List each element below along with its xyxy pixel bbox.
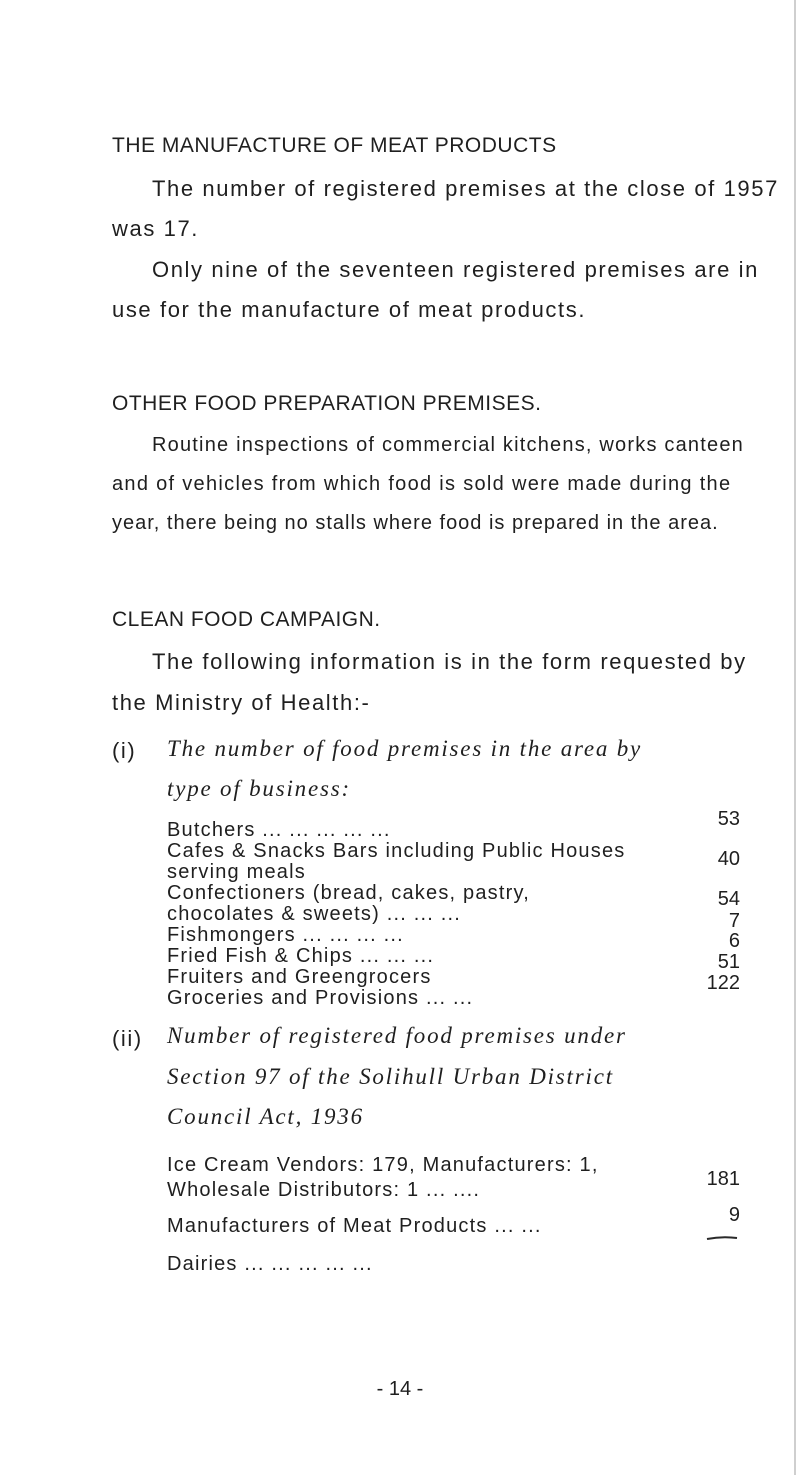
other-premises-heading: OTHER FOOD PREPARATION PREMISES. [112,392,542,415]
table-row-label: Butchers ... ... ... ... ... [167,819,391,841]
meat-paragraph-line-1: The number of registered premises at the close of 1957 [152,176,779,201]
ice-cream-row-line-1: Ice Cream Vendors: 179, Manufacturers: 1, [167,1154,599,1176]
table-row-label: Fruiters and Greengrocers [167,966,432,988]
meat-paragraph-line-2: was 17. [112,216,200,241]
table-row-label: Fishmongers ... ... ... ... [167,924,404,946]
page-number: - 14 - [376,1378,424,1400]
meat-paragraph-line-3: Only nine of the seventeen registered premises are in [152,257,759,282]
meat-products-heading: THE MANUFACTURE OF MEAT PRODUCTS [112,134,557,157]
fried-fish-count: 6 [728,930,740,952]
meat-manufacturers-count: 9 [728,1204,740,1226]
confectioners-count: 54 [717,888,740,910]
table-row-label: Cafes & Snacks Bars including Public Houses [167,840,626,862]
table-row-label: chocolates & sweets) ... ... ... [167,903,462,925]
clean-paragraph-line-2: the Ministry of Health:- [112,690,371,715]
groceries-count: 122 [706,972,740,994]
meat-manufacturers-row: Manufacturers of Meat Products ... ... [167,1215,542,1237]
table-row-label: Groceries and Provisions ... ... [167,987,474,1009]
other-paragraph-line-2: and of vehicles from which food is sold were made during the [112,473,732,495]
section-ii-title-line-1: Number of registered food premises under [167,1023,627,1048]
meat-paragraph-line-4: use for the manufacture of meat products. [112,297,587,322]
section-ii-title-line-3: Council Act, 1936 [167,1104,364,1129]
fruiters-count: 51 [717,951,740,973]
table-row-label: Confectioners (bread, cakes, pastry, [167,882,530,904]
page-edge [794,0,796,1475]
sum-underline-mark [706,1236,738,1240]
table-row-label: Fried Fish & Chips ... ... ... [167,945,435,967]
ice-cream-total: 181 [706,1168,740,1190]
section-i-title-line-2: type of business: [167,776,351,801]
section-i-marker: (i) [112,738,137,763]
premises-table [167,820,625,1009]
clean-food-heading: CLEAN FOOD CAMPAIGN. [112,608,381,631]
wholesale-row-line-2: Wholesale Distributors: 1 ... .... [167,1179,481,1201]
section-i-title-line-1: The number of food premises in the area by [167,736,643,761]
other-paragraph-line-1: Routine inspections of commercial kitchens, works canteen [152,434,744,456]
other-paragraph-line-3: year, there being no stalls where food is prepared in the area. [112,512,719,534]
clean-paragraph-line-1: The following information is in the form requested by [152,649,747,674]
section-ii-title-line-2: Section 97 of the Solihull Urban District [167,1064,614,1089]
butchers-count: 53 [717,808,740,830]
dairies-row: Dairies ... ... ... ... ... [167,1253,373,1275]
section-ii-marker: (ii) [112,1026,143,1051]
cafes-count: 40 [717,848,740,870]
table-row-label: serving meals [167,861,306,883]
fishmongers-count: 7 [728,910,740,932]
